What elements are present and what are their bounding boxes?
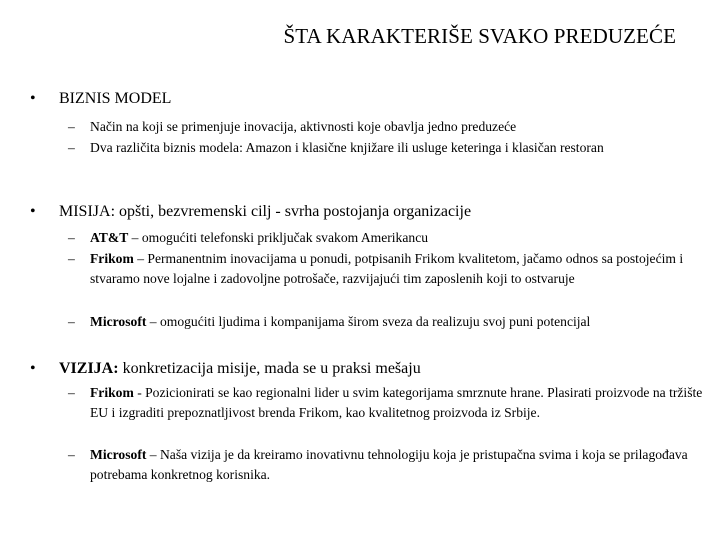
bullet-icon: • bbox=[30, 203, 36, 220]
company-name: Microsoft bbox=[90, 314, 147, 329]
bullet-icon: • bbox=[30, 90, 36, 107]
list-item-text: Način na koji se primenjuje inovacija, aktivnosti koje obavlja jedno preduzeće bbox=[90, 119, 517, 134]
dash-icon: – bbox=[68, 447, 75, 462]
list-item bbox=[68, 249, 718, 289]
company-name: AT&T bbox=[90, 230, 129, 245]
list-item bbox=[68, 383, 718, 423]
section-heading-vizija bbox=[59, 359, 421, 379]
dash-icon: – bbox=[68, 314, 75, 329]
section-heading-biznis-model: BIZNIS MODEL bbox=[59, 90, 172, 107]
list-item-text: - Pozicionirati se kao regionalni lider u svim kategorijama smrznute hrane. Plasirati proizvode na tržište EU i izgraditi prepoznatljivost brenda Frikom, kao kvalitetnog proizvoda iz Srbije. bbox=[90, 385, 703, 420]
heading-keyword: VIZIJA: bbox=[59, 360, 119, 377]
list-item bbox=[68, 312, 718, 332]
company-name: Frikom bbox=[90, 251, 134, 266]
heading-description: : opšti, bezvremenski cilj - svrha postojanja organizacije bbox=[110, 203, 472, 220]
list-item bbox=[68, 138, 718, 158]
list-item-text: – Naša vizija je da kreiramo inovativnu tehnologiju koja je pristupačna svima i koja se prilagođava potrebama konkretnog korisnika. bbox=[90, 447, 688, 482]
dash-icon: – bbox=[68, 385, 75, 400]
section-heading-misija bbox=[59, 202, 471, 222]
dash-icon: – bbox=[68, 230, 75, 245]
list-item-text: – omogućiti telefonski priključak svakom Amerikancu bbox=[128, 230, 429, 245]
dash-icon: – bbox=[68, 140, 75, 155]
dash-icon: – bbox=[68, 119, 75, 134]
list-item-text: Dva različita biznis modela: Amazon i klasične knjižare ili usluge keteringa i klasičan restoran bbox=[90, 140, 604, 155]
list-item bbox=[68, 117, 718, 137]
company-name: Frikom bbox=[90, 385, 134, 400]
heading-description: konkretizacija misije, mada se u praksi mešaju bbox=[118, 360, 421, 377]
heading-keyword: MISIJA bbox=[59, 203, 111, 220]
list-item bbox=[68, 228, 718, 248]
list-item-text: – omogućiti ljudima i kompanijama širom sveza da realizuju svoj puni potencijal bbox=[146, 314, 591, 329]
list-item-text: – Permanentnim inovacijama u ponudi, potpisanih Frikom kvalitetom, jačamo odnos sa postojećim i stvaramo nove lojalne i zadovoljne potrošače, razvijajući tim zaposlenih koji to ostvaruje bbox=[90, 251, 684, 286]
company-name: Microsoft bbox=[90, 447, 147, 462]
slide-title: ŠTA KARAKTERIŠE SVAKO PREDUZEĆE bbox=[283, 24, 676, 48]
list-item bbox=[68, 445, 718, 485]
dash-icon: – bbox=[68, 251, 75, 266]
bullet-icon: • bbox=[30, 360, 36, 377]
